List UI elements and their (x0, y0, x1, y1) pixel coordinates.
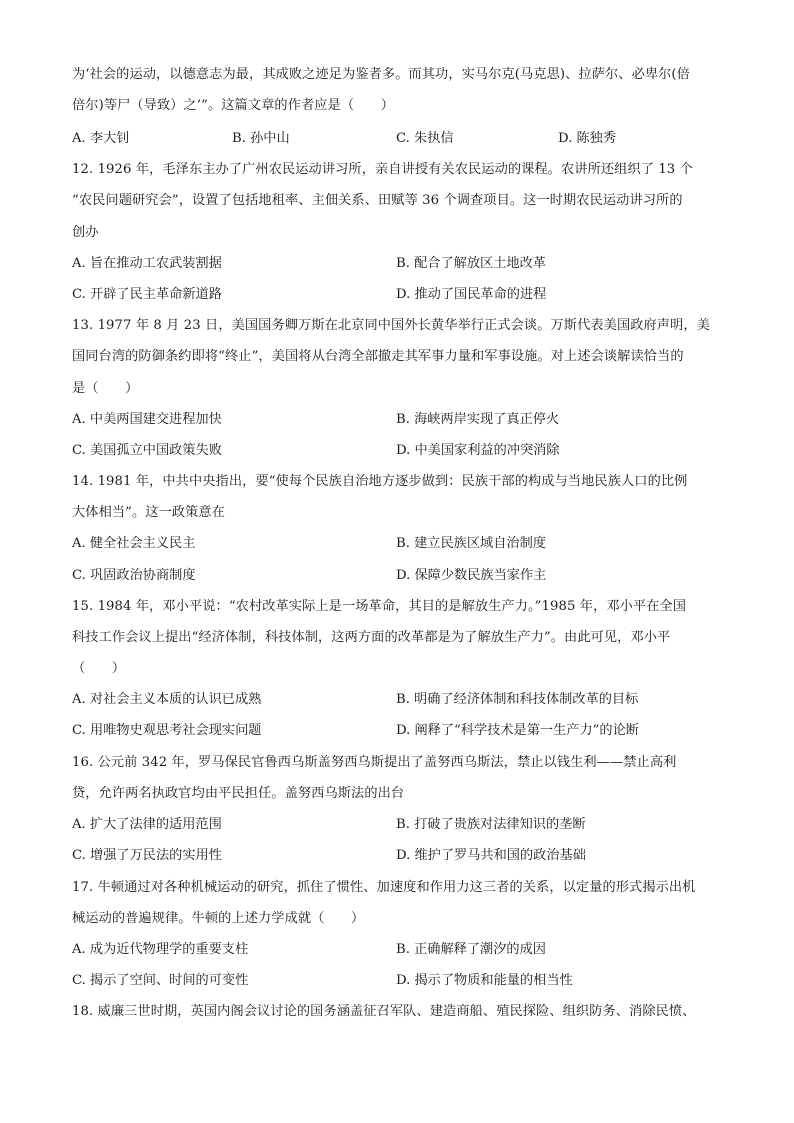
question-13-option-b[interactable]: B. 海峡两岸实现了真正停火 (396, 412, 560, 427)
question-15-text-line-2: 科技工作会议上提出“经济体制，科技体制，这两方面的改革都是为了解放生产力”。由此可见，邓小平 (72, 630, 671, 645)
question-13-text-line-3: 是（ ） (72, 381, 139, 396)
question-16-option-d[interactable]: D. 维护了罗马共和国的政治基础 (396, 848, 586, 863)
question-11-option-a[interactable]: A. 李大钊 (72, 131, 130, 146)
question-16-text-line-2: 贷，允许两名执政官均由平民担任。盖努西乌斯法的出台 (72, 786, 405, 801)
question-14-option-b[interactable]: B. 建立民族区域自治制度 (396, 536, 546, 551)
question-14-option-d[interactable]: D. 保障少数民族当家作主 (396, 568, 547, 583)
question-15-option-b[interactable]: B. 明确了经济体制和科技体制改革的目标 (396, 692, 639, 707)
question-12-text-line-3: 创办 (72, 225, 99, 240)
question-13-option-c[interactable]: C. 美国孤立中国政策失败 (72, 443, 222, 458)
question-17-text-line-2: 械运动的普遍规律。牛顿的上述力学成就（ ） (72, 911, 365, 926)
question-14-option-c[interactable]: C. 巩固政治协商制度 (72, 568, 196, 583)
question-17-option-a[interactable]: A. 成为近代物理学的重要支柱 (72, 942, 249, 957)
question-13-text-line-2: 国同台湾的防御条约即将“终止”，美国将从台湾全部撤走其军事力量和军事设施。对上述会谈解读恰当的 (72, 349, 684, 364)
question-17-option-c[interactable]: C. 揭示了空间、时间的可变性 (72, 973, 249, 988)
question-12-option-d[interactable]: D. 推动了国民革命的进程 (396, 287, 547, 302)
question-15-text-line-1: 15. 1984 年，邓小平说：“农村改革实际上是一场革命，其目的是解放生产力。”1985 年，邓小平在全国 (72, 599, 687, 614)
question-13-text-line-1: 13. 1977 年 8 月 23 日，美国国务卿万斯在北京同中国外长黄华举行正式会谈。万斯代表美国政府声明，美 (72, 318, 710, 333)
question-12-text-line-2: “农民问题研究会”，设置了包括地租率、主佃关系、田赋等 36 个调查项目。这一时期农民运动讲习所的 (72, 193, 683, 208)
question-12-option-b[interactable]: B. 配合了解放区土地改革 (396, 256, 546, 271)
question-16-option-b[interactable]: B. 打破了贵族对法律知识的垄断 (396, 817, 586, 832)
question-11-text-line-1: 为‘社会的运动，以德意志为最，其成败之迹足为鉴者多。而其功，实马尔克(马克思)、拉萨尔、必卑尔(倍 (72, 67, 690, 82)
question-17-text-line-1: 17. 牛顿通过对各种机械运动的研究，抓住了惯性、加速度和作用力这三者的关系，以定量的形式揭示出机 (72, 880, 696, 895)
question-16-text-line-1: 16. 公元前 342 年，罗马保民官鲁西乌斯盖努西乌斯提出了盖努西乌斯法，禁止以钱生利——禁止高利 (72, 755, 677, 770)
question-12-option-a[interactable]: A. 旨在推动工农武装割据 (72, 256, 222, 271)
question-12-option-c[interactable]: C. 开辟了民主革命新道路 (72, 287, 222, 302)
question-16-option-a[interactable]: A. 扩大了法律的适用范围 (72, 817, 222, 832)
question-12-text-line-1: 12. 1926 年，毛泽东主办了广州农民运动讲习所，亲自讲授有关农民运动的课程。农讲所还组织了 13 个 (72, 162, 693, 177)
question-11-option-d[interactable]: D. 陈独秀 (558, 131, 617, 146)
question-17-option-b[interactable]: B. 正确解释了潮汐的成因 (396, 942, 546, 957)
question-15-option-a[interactable]: A. 对社会主义本质的认识已成熟 (72, 692, 262, 707)
question-14-option-a[interactable]: A. 健全社会主义民主 (72, 536, 196, 551)
question-13-option-d[interactable]: D. 中美国家利益的冲突消除 (396, 443, 560, 458)
question-14-text-line-2: 大体相当”。这一政策意在 (72, 505, 226, 520)
question-14-text-line-1: 14. 1981 年，中共中央指出，要“使每个民族自治地方逐步做到：民族干部的构成与当地民族人口的比例 (72, 474, 688, 489)
question-15-option-c[interactable]: C. 用唯物史观思考社会现实问题 (72, 723, 262, 738)
question-11-option-b[interactable]: B. 孙中山 (232, 131, 290, 146)
question-18-text-line-1: 18. 威廉三世时期，英国内阁会议讨论的国务涵盖征召军队、建造商船、殖民探险、组织防务、消除民愤、 (72, 1004, 696, 1019)
question-15-option-d[interactable]: D. 阐释了“科学技术是第一生产力”的论断 (396, 723, 639, 738)
question-16-option-c[interactable]: C. 增强了万民法的实用性 (72, 848, 222, 863)
question-13-option-a[interactable]: A. 中美两国建交进程加快 (72, 412, 222, 427)
question-15-text-line-3: （ ） (72, 661, 126, 676)
question-11-text-line-2: 倍尔)等尸（导致）之’”。这篇文章的作者应是（ ） (72, 98, 394, 113)
question-17-option-d[interactable]: D. 揭示了物质和能量的相当性 (396, 973, 573, 988)
question-11-option-c[interactable]: C. 朱执信 (396, 131, 454, 146)
